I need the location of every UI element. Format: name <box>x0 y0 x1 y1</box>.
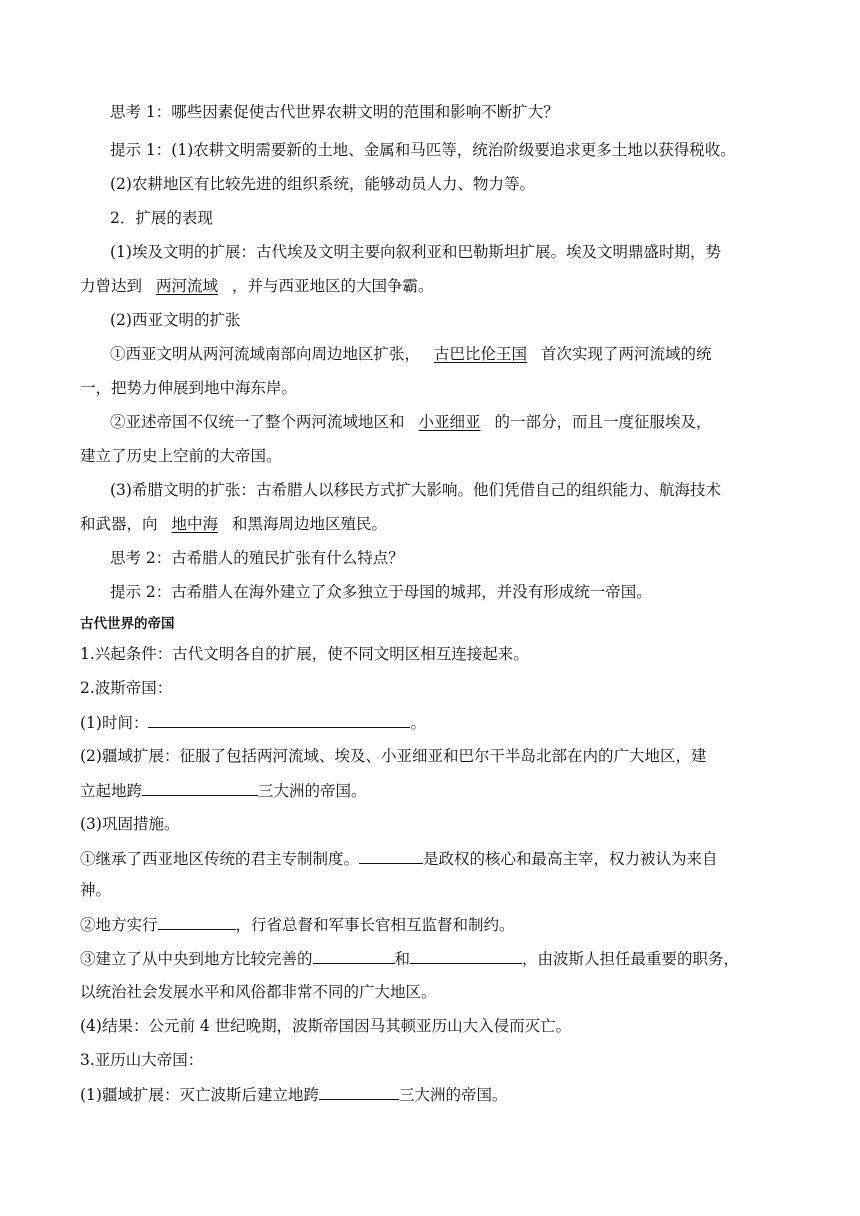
wa2-pre: ②亚述帝国不仅统一了整个两河流域地区和 <box>110 413 405 431</box>
m1-pre: ①继承了西亚地区传统的君主专制制度。 <box>80 850 360 868</box>
persia-time <box>80 712 426 733</box>
west-asia-title: (2)西亚文明的扩张 <box>110 311 241 329</box>
measure1-line2: 神。 <box>80 881 112 899</box>
think2-question: 思考 2：古希腊人的殖民扩张有什么特点？ <box>110 549 404 567</box>
greece-pre: 和武器，向 <box>80 515 158 533</box>
blank-province-system <box>158 914 236 930</box>
persia-territory-line2 <box>80 780 367 801</box>
egypt-text-post: ，并与西亚地区的大国争霸。 <box>232 277 434 295</box>
heading-expansion: 2．扩展的表现 <box>110 209 213 227</box>
persia-heading: 2.波斯帝国： <box>80 679 173 697</box>
terr-pre: 立起地跨 <box>80 782 143 800</box>
rise-conditions: 1.兴起条件：古代文明各自的扩展，使不同文明区相互连接起来。 <box>80 645 529 663</box>
egypt-line1: (1)埃及文明的扩展：古代埃及文明主要向叙利亚和巴勒斯坦扩展。埃及文明鼎盛时期，势 <box>110 243 721 261</box>
blank-alex-continents <box>319 1084 399 1100</box>
blank-bureaucracy <box>313 948 395 964</box>
hint1-line1: 提示 1：(1)农耕文明需要新的土地、金属和马匹等，统治阶级要追求更多土地以获得税收。 <box>110 141 736 159</box>
m2-pre: ②地方实行 <box>80 916 158 934</box>
measure3-line1 <box>80 948 739 969</box>
wa1-pre: ①西亚文明从两河流域南部向周边地区扩张， <box>110 345 421 363</box>
blank-continents <box>142 780 258 796</box>
alexander-heading: 3.亚历山大帝国： <box>80 1051 204 1069</box>
blank-monarch <box>359 848 423 864</box>
m2-post: ，行省总督和军事长官相互监督和制约。 <box>235 916 515 934</box>
hint1-line2: (2)农耕地区有比较先进的组织系统，能够动员人力、物力等。 <box>110 175 535 193</box>
wa2-post: 的一部分，而且一度征服埃及， <box>494 413 712 431</box>
persia-territory-line1: (2)疆域扩展：征服了包括两河流域、埃及、小亚细亚和巴尔干半岛北部在内的广大地区，建 <box>80 747 707 765</box>
west-asia-item1-line1 <box>110 344 712 364</box>
section-title-empires: 古代世界的帝国 <box>80 616 175 632</box>
measure3-line2: 以统治社会发展水平和风俗都非常不同的广大地区。 <box>80 983 437 1001</box>
greece-post: 和黑海周边地区殖民。 <box>232 515 388 533</box>
blank-officials <box>410 948 522 964</box>
m1-post: 是政权的核心和最高主宰，权力被认为来自 <box>423 850 718 868</box>
answer-two-rivers: 两河流域 <box>156 277 219 295</box>
answer-mediterranean: 地中海 <box>171 515 219 533</box>
time-post: 。 <box>410 714 426 732</box>
blank-time <box>148 712 410 728</box>
persia-result: (4)结果：公元前 4 世纪晚期，波斯帝国因马其顿亚历山大入侵而灭亡。 <box>80 1017 572 1035</box>
terr-post: 三大洲的帝国。 <box>258 782 367 800</box>
answer-asia-minor: 小亚细亚 <box>418 413 481 431</box>
hint2: 提示 2：古希腊人在海外建立了众多独立于母国的城邦，并没有形成统一帝国。 <box>110 583 652 601</box>
egypt-text-pre: 力曾达到 <box>80 277 143 295</box>
measure2 <box>80 914 515 935</box>
greece-line1: (3)希腊文明的扩张：古希腊人以移民方式扩大影响。他们凭借自己的组织能力、航海技术 <box>110 481 721 499</box>
think1-question: 思考 1：哪些因素促使古代世界农耕文明的范围和影响不断扩大？ <box>110 103 559 121</box>
time-pre: (1)时间： <box>80 714 149 732</box>
west-asia-item2-line1 <box>110 412 712 432</box>
egypt-line2 <box>80 276 434 296</box>
measures-heading: (3)巩固措施。 <box>80 815 180 833</box>
greece-line2 <box>80 514 387 534</box>
alex-pre: (1)疆域扩展：灭亡波斯后建立地跨 <box>80 1086 319 1104</box>
wa1-post: 首次实现了两河流域的统 <box>541 345 712 363</box>
m3-post: ，由波斯人担任最重要的职务， <box>522 950 740 968</box>
alexander-territory <box>80 1084 507 1105</box>
m3-pre: ③建立了从中央到地方比较完善的 <box>80 950 313 968</box>
alex-post: 三大洲的帝国。 <box>398 1086 508 1104</box>
west-asia-item2-line2: 建立了历史上空前的大帝国。 <box>80 447 282 465</box>
m3-mid: 和 <box>394 950 411 968</box>
west-asia-item1-line2: 一，把势力伸展到地中海东岸。 <box>80 379 298 397</box>
answer-babylon: 古巴比伦王国 <box>434 345 528 363</box>
measure1-line1 <box>80 848 718 869</box>
